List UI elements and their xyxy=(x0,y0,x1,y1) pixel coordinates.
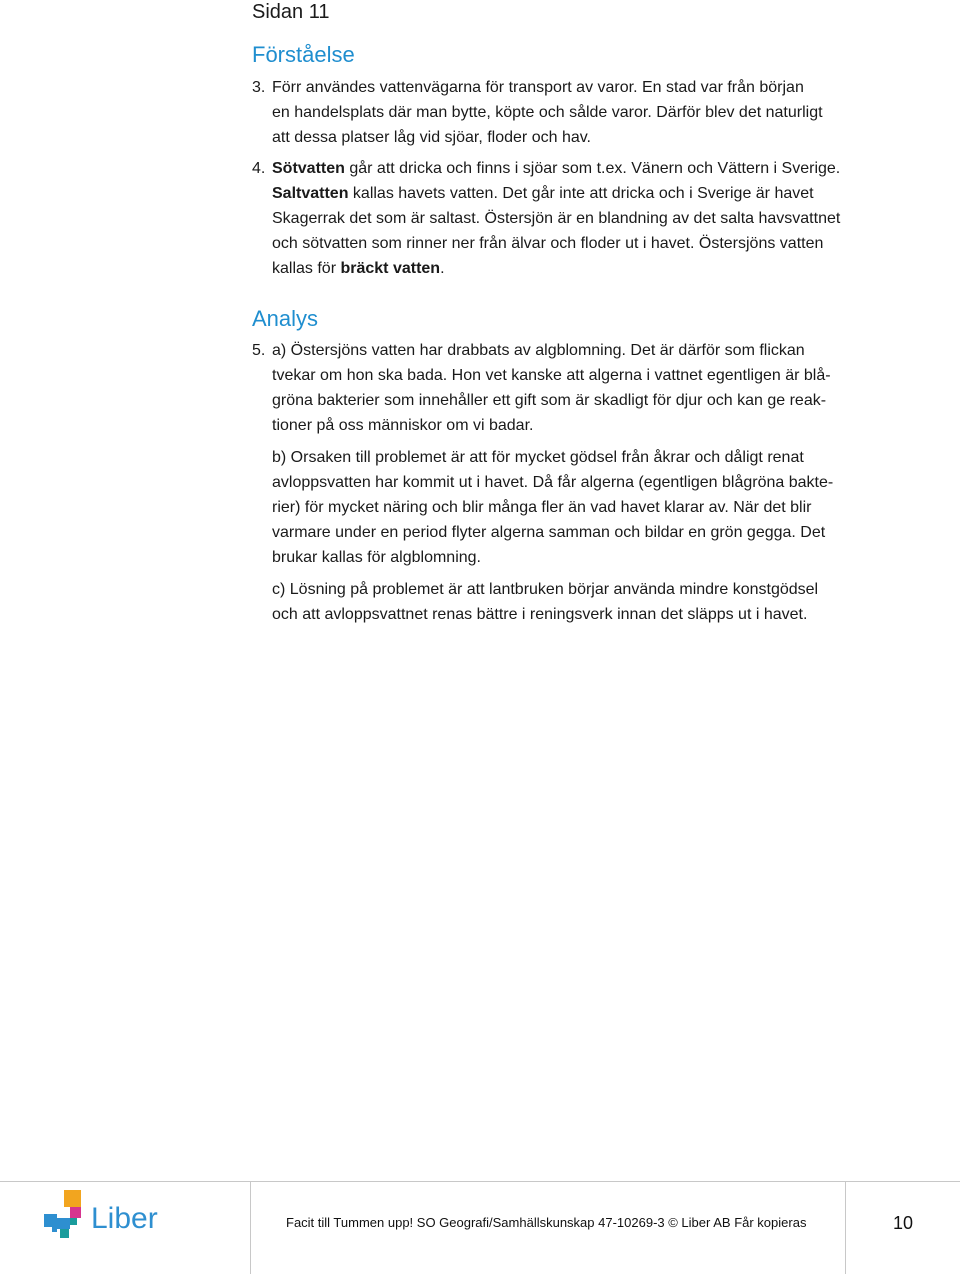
item-number-5: 5. xyxy=(252,342,266,359)
text-line: Skagerrak det som är saltast. Östersjön är en blandning av det salta havsvattnet xyxy=(272,210,841,227)
page-heading: Sidan 11 xyxy=(252,1,330,23)
footer-copyright: Facit till Tummen upp! SO Geografi/Samhällskunskap 47-10269-3 © Liber AB Får kopieras xyxy=(286,1215,807,1230)
text-line xyxy=(272,156,852,181)
section-title-forstaelse: Förståelse xyxy=(252,42,355,67)
footer-divider xyxy=(0,1181,960,1182)
text-line: brukar kallas för algblomning. xyxy=(272,549,481,566)
liber-logo-text: Liber xyxy=(91,1202,158,1235)
text-line: Förr användes vattenvägarna för transport av varor. En stad var från början xyxy=(272,79,804,96)
item-3-text xyxy=(272,75,852,150)
text-line: att dessa platser låg vid sjöar, floder och hav. xyxy=(272,129,591,146)
text-line xyxy=(272,256,852,281)
footer-separator-left xyxy=(250,1181,251,1274)
text-line xyxy=(272,181,852,206)
item-5c-text xyxy=(272,577,852,627)
text-span: . xyxy=(440,260,445,277)
text-line: tvekar om hon ska bada. Hon vet kanske att algerna i vattnet egentligen är blå- xyxy=(272,367,831,384)
text-line: c) Lösning på problemet är att lantbruken börjar använda mindre konstgödsel xyxy=(272,581,819,598)
text-span: kallas havets vatten. Det går inte att dricka och i Sverige är havet xyxy=(348,185,814,202)
term-brackt-vatten: bräckt vatten xyxy=(340,260,441,277)
item-4-text xyxy=(272,156,852,281)
text-span: kallas för xyxy=(272,260,341,277)
page-number: 10 xyxy=(892,1213,914,1233)
item-5b-text xyxy=(272,445,852,570)
text-line: a) Östersjöns vatten har drabbats av algblomning. Det är därför som flickan xyxy=(272,342,805,359)
term-sotvatten: Sötvatten xyxy=(272,160,345,177)
item-number-4: 4. xyxy=(252,160,266,177)
text-line: tioner på oss människor om vi badar. xyxy=(272,417,534,434)
text-line: en handelsplats där man bytte, köpte och sålde varor. Därför blev det naturligt xyxy=(272,104,823,121)
text-line: b) Orsaken till problemet är att för mycket gödsel från åkrar och dåligt renat xyxy=(272,449,804,466)
item-number-3: 3. xyxy=(252,79,266,96)
text-line: rier) för mycket näring och blir många fler än vad havet klarar av. När det blir xyxy=(272,499,812,516)
text-span: går att dricka och finns i sjöar som t.ex. Vänern och Vättern i Sverige. xyxy=(344,160,841,177)
section-title-analys: Analys xyxy=(252,306,319,331)
text-line: gröna bakterier som innehåller ett gift som är skadligt för djur och kan ge reak- xyxy=(272,392,827,409)
text-line: och sötvatten som rinner ner från älvar och floder ut i havet. Östersjöns vatten xyxy=(272,235,824,252)
footer-separator-right xyxy=(845,1181,846,1274)
term-saltvatten: Saltvatten xyxy=(272,185,349,202)
text-line: och att avloppsvattnet renas bättre i reningsverk innan det släpps ut i havet. xyxy=(272,606,808,623)
text-line: avloppsvatten har kommit ut i havet. Då får algerna (egentligen blågröna bakte- xyxy=(272,474,834,491)
item-5a-text xyxy=(272,338,852,438)
text-line: varmare under en period flyter algerna samman och bildar en grön gegga. Det xyxy=(272,524,826,541)
